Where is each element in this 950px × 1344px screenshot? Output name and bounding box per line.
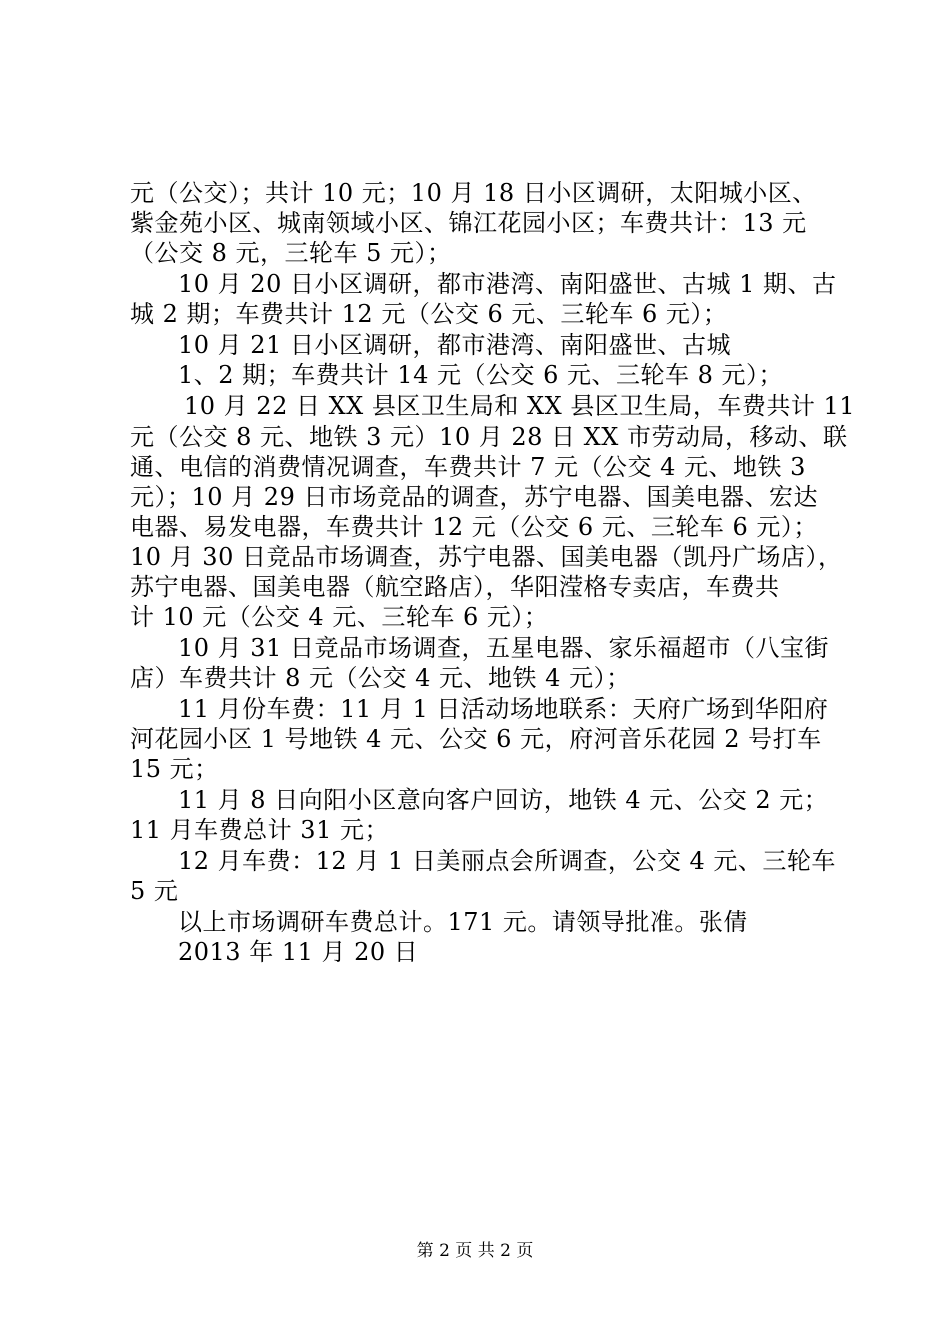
text-line: 12 月车费：12 月 1 日美丽点会所调查，公交 4 元、三轮车 [178, 847, 836, 875]
text-line: 计 10 元（公交 4 元、三轮车 6 元）； [130, 603, 549, 631]
text-line: 10 月 21 日小区调研，都市港湾、南阳盛世、古城 [178, 331, 731, 359]
text-line: （公交 8 元，三轮车 5 元）； [130, 239, 452, 267]
text-line: 苏宁电器、国美电器（航空路店），华阳滢格专卖店，车费共 [130, 573, 780, 601]
text-line: 10 月 20 日小区调研，都市港湾、南阳盛世、古城 1 期、古 [178, 270, 837, 298]
text-line: 1、2 期；车费共计 14 元（公交 6 元、三轮车 8 元）； [178, 361, 784, 389]
text-line: 11 月份车费：11 月 1 日活动场地联系：天府广场到华阳府 [178, 695, 829, 723]
text-line: 10 月 22 日 XX 县区卫生局和 XX 县区卫生局，车费共计 11 [184, 392, 855, 420]
text-line: 电器、易发电器，车费共计 12 元（公交 6 元、三轮车 6 元）； [130, 513, 818, 541]
text-line: 11 月 8 日向阳小区意向客户回访，地铁 4 元、公交 2 元； [178, 786, 829, 814]
text-line: 紫金苑小区、城南领域小区、锦江花园小区；车费共计：13 元 [130, 209, 807, 237]
text-line: 元）；10 月 29 日市场竞品的调查，苏宁电器、国美电器、宏达 [130, 483, 818, 511]
page-number-footer: 第 2 页 共 2 页 [416, 1241, 534, 1261]
text-line: 10 月 30 日竞品市场调查，苏宁电器、国美电器（凯丹广场店）， [130, 543, 843, 571]
text-line: 10 月 31 日竞品市场调查，五星电器、家乐福超市（八宝街 [178, 634, 829, 662]
text-line: 元（公交 8 元、地铁 3 元）10 月 28 日 XX 市劳动局，移动、联 [130, 423, 848, 451]
text-line: 城 2 期；车费共计 12 元（公交 6 元、三轮车 6 元）； [130, 300, 728, 328]
text-line: 元（公交）；共计 10 元；10 月 18 日小区调研，太阳城小区、 [130, 179, 817, 207]
text-line: 15 元； [130, 755, 219, 783]
text-line: 以上市场调研车费总计。171 元。请领导批准。张倩 [178, 908, 748, 936]
text-line: 店）车费共计 8 元（公交 4 元、地铁 4 元）； [130, 664, 631, 692]
text-line: 5 元 [130, 877, 179, 905]
text-line: 河花园小区 1 号地铁 4 元、公交 6 元，府河音乐花园 2 号打车 [130, 725, 822, 753]
text-line: 通、电信的消费情况调查，车费共计 7 元（公交 4 元、地铁 3 [130, 453, 806, 481]
date-line: 2013 年 11 月 20 日 [178, 938, 419, 966]
text-line: 11 月车费总计 31 元； [130, 816, 389, 844]
